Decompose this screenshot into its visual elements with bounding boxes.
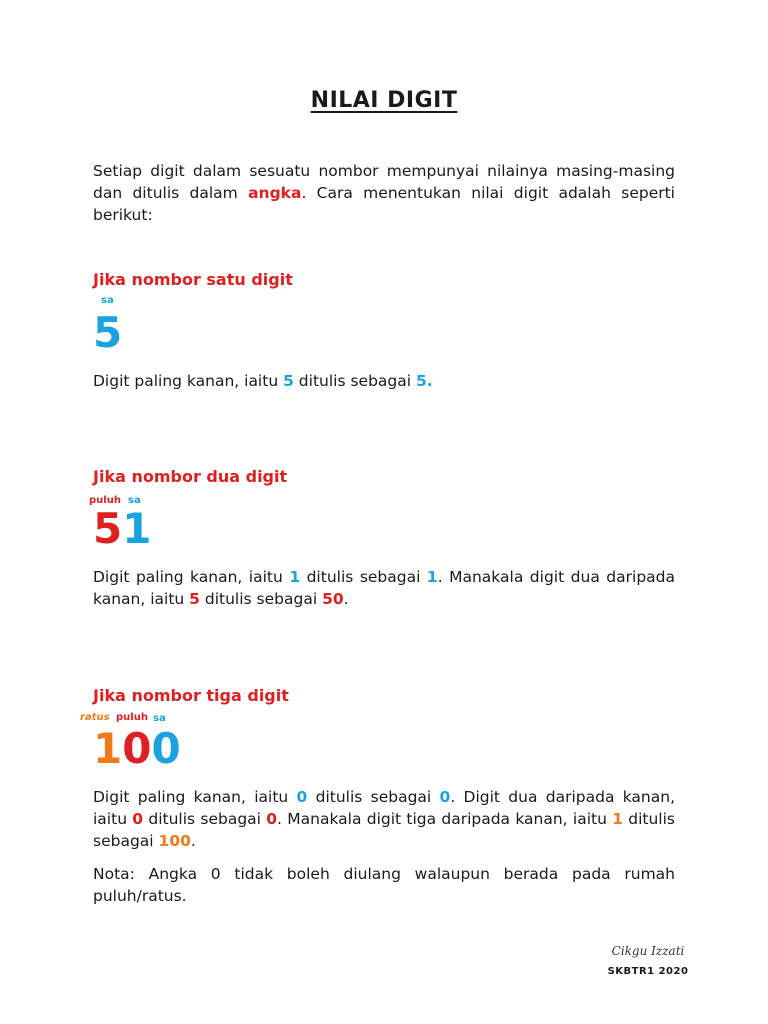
place-label-sa: sa <box>101 295 114 306</box>
signature: Cikgu Izzati <box>611 944 685 958</box>
heading-three-digit: Jika nombor tiga digit <box>93 686 289 705</box>
keyword-angka: angka <box>248 184 302 202</box>
section1-text: Digit paling kanan, iaitu 5 ditulis sebagai 5. <box>93 372 433 390</box>
place-label-ratus: ratus <box>80 712 110 723</box>
note-paragraph: Nota: Angka 0 tidak boleh diulang walaupun berada pada rumah puluh/ratus. <box>93 865 675 905</box>
heading-one-digit: Jika nombor satu digit <box>93 270 293 289</box>
intro-paragraph: Setiap digit dalam sesuatu nombor mempunyai nilainya masing-masing dan ditulis dalam angka. Cara menentukan nilai digit adalah seperti berikut: <box>93 162 675 224</box>
place-label-puluh: puluh <box>116 712 148 723</box>
section2-text: Digit paling kanan, iaitu 1 ditulis sebagai 1. Manakala digit dua daripada kanan, iaitu 5 ditulis sebagai 50. <box>93 568 675 608</box>
heading-two-digit: Jika nombor dua digit <box>93 467 288 486</box>
example-number-100: 100 <box>93 724 181 773</box>
place-label-sa: sa <box>128 495 141 506</box>
page-title: NILAI DIGIT <box>310 88 458 113</box>
place-label-sa: sa <box>153 713 166 724</box>
school-label: SKBTR1 2020 <box>607 966 689 977</box>
example-number-5: 5 <box>93 308 123 357</box>
section3-text: Digit paling kanan, iaitu 0 ditulis sebagai 0. Digit dua daripada kanan, iaitu 0 ditulis sebagai 0. Manakala digit tiga daripada kanan, iaitu 1 ditulis sebagai 100. <box>93 788 676 850</box>
place-label-puluh: puluh <box>89 495 121 506</box>
example-number-51: 51 <box>93 504 152 553</box>
